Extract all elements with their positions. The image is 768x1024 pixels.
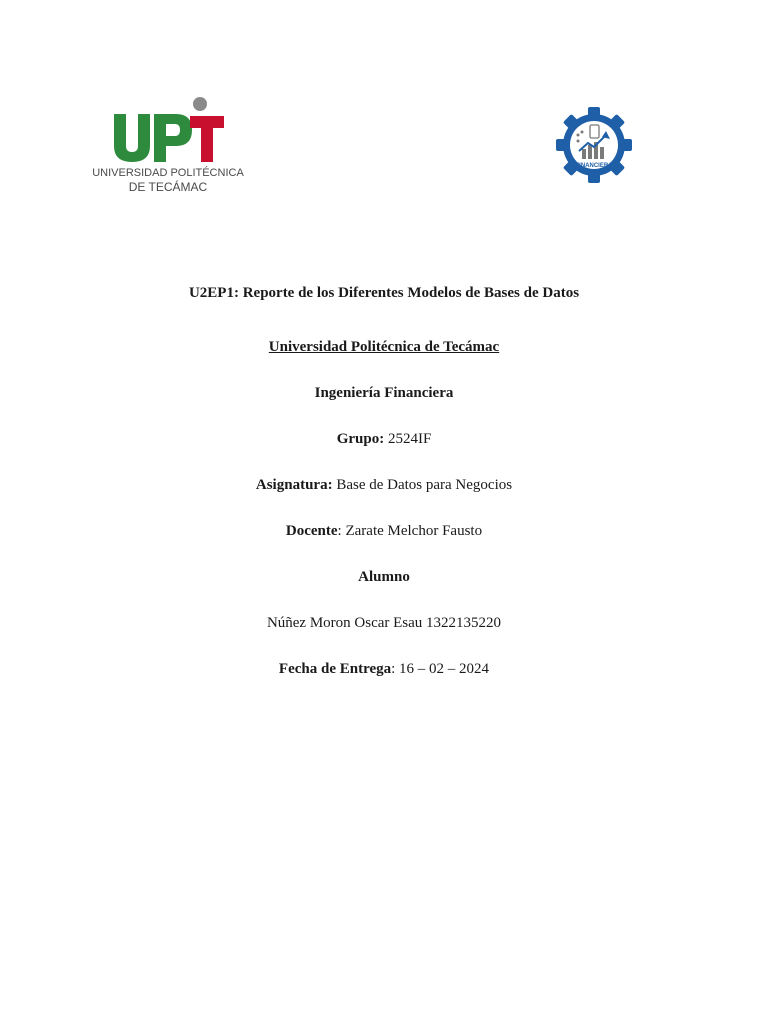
fecha-line — [0, 661, 768, 678]
grupo-label: Grupo: — [336, 431, 385, 447]
ingenieria-financiera-logo — [552, 106, 636, 184]
upt-logo-text-line2: DE TECÁMAC — [128, 180, 208, 194]
upt-logo-text-line1: UNIVERSIDAD POLITÉCNICA — [92, 167, 244, 179]
alumno-value: Núñez Moron Oscar Esau 1322135220 — [266, 615, 502, 631]
grupo-value: 2524IF — [384, 431, 432, 447]
asignatura-value: Base de Datos para Negocios — [332, 477, 513, 493]
university-name: Universidad Politécnica de Tecámac — [268, 339, 500, 355]
fecha-value: : 16 – 02 – 2024 — [391, 661, 490, 677]
document-title: U2EP1: Reporte de los Diferentes Modelos de Bases de Datos — [188, 285, 580, 301]
career-name: Ingeniería Financiera — [314, 385, 454, 401]
docente-label: Docente — [285, 523, 338, 539]
ingenieria-financiera-logo-text: FINANCIERA — [575, 163, 613, 169]
docente-line — [0, 523, 768, 540]
alumno-label: Alumno — [358, 569, 410, 585]
upt-logo — [92, 94, 244, 198]
grupo-line — [0, 431, 768, 448]
docente-value: : Zarate Melchor Fausto — [337, 523, 483, 539]
asignatura-label: Asignatura: — [255, 477, 333, 493]
asignatura-line — [0, 477, 768, 494]
fecha-label: Fecha de Entrega — [278, 661, 392, 677]
